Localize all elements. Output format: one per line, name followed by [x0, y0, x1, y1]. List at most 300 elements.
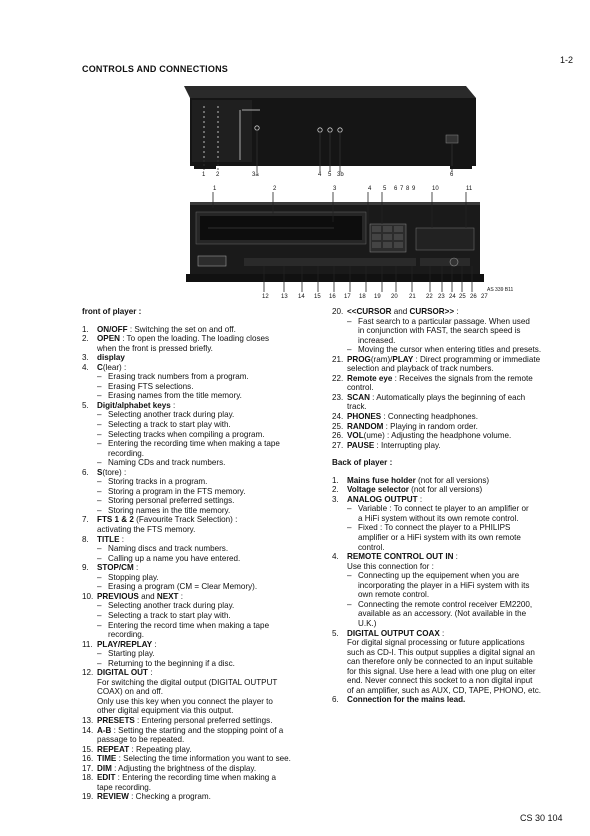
sub-item [82, 382, 326, 392]
sub-item [332, 345, 576, 355]
list-item [332, 412, 576, 422]
item-number: 5. [82, 400, 89, 410]
front-callout-4: 4 [368, 186, 372, 192]
item-term: PRESETS [97, 715, 135, 725]
sub-item [82, 544, 326, 554]
sub-item-line: Entering the recording time when making a tape [108, 439, 280, 449]
item-term: REPEAT [97, 744, 130, 754]
item-number: 2. [332, 485, 339, 495]
item-description: : To open the loading. The loading closes [119, 334, 270, 344]
front-callout-23: 23 [438, 294, 445, 300]
sub-item-text [108, 621, 326, 640]
sub-item-text [358, 523, 576, 552]
item-description: : Receives the signals from the remote [392, 373, 533, 383]
sub-item [332, 504, 576, 523]
item-description-secondary: : [454, 307, 459, 316]
sub-item-dash: – [97, 458, 102, 468]
front-callout-20: 20 [391, 294, 398, 300]
front-callout-18: 18 [359, 294, 366, 300]
item-number: 13. [82, 715, 94, 725]
sub-item-text [108, 659, 326, 669]
item-description: (ram)/ [370, 354, 393, 364]
sub-item-line: Naming discs and track numbers. [108, 544, 229, 554]
sub-item-line: Erasing FTS selections. [108, 381, 194, 391]
sub-item-text [108, 496, 326, 506]
item-term: Connection for the mains lead. [347, 695, 466, 705]
front-callout-2: 2 [273, 186, 277, 192]
sub-item-line: own remote control. [358, 590, 430, 600]
sub-item-line: Starting play. [108, 649, 155, 659]
front-items-list-continued [332, 307, 576, 450]
front-callout-24: 24 [449, 294, 456, 300]
item-term: SCAN [347, 392, 370, 402]
item-text [97, 363, 326, 373]
sub-item-line: Storing tracks in a program. [108, 477, 208, 487]
item-text [347, 441, 576, 451]
sub-item-text [108, 410, 326, 420]
item-text [97, 353, 326, 363]
item-description: (not for all versions) [415, 475, 490, 485]
page-title: CONTROLS AND CONNECTIONS [82, 64, 228, 74]
sub-item-line: in conjunction with FAST, the search speed is [358, 326, 521, 336]
item-number: 23. [332, 392, 344, 402]
sub-item-text [108, 430, 326, 440]
item-text [347, 422, 576, 432]
back-callout-6: 6 [450, 172, 454, 178]
item-number: 19. [82, 792, 94, 802]
item-text [347, 374, 576, 384]
list-item [332, 307, 576, 317]
item-description: : Entering personal preferred settings. [134, 715, 273, 725]
item-text [97, 563, 326, 573]
left-column [82, 307, 326, 802]
sub-item-dash: – [97, 620, 102, 630]
sub-item [82, 601, 326, 611]
list-item [82, 468, 326, 478]
front-callout-9: 9 [412, 186, 416, 192]
sub-item-dash: – [97, 429, 102, 439]
sub-item-dash: – [97, 505, 102, 515]
item-description: : Checking a program. [128, 792, 211, 802]
item-description: : [133, 563, 139, 573]
sub-item [82, 496, 326, 506]
sub-item-dash: – [97, 496, 102, 506]
sub-item-line: Selecting a track to start play with. [108, 420, 231, 430]
item-number: 3. [332, 494, 339, 504]
item-continuation: Only use this key when you connect the player to [97, 696, 273, 706]
item-description: : [170, 400, 176, 410]
sub-item [82, 372, 326, 382]
sub-item-text [358, 317, 576, 346]
list-item [82, 334, 326, 344]
item-continuation: selection and playback of track numbers. [347, 364, 494, 374]
sub-item [82, 410, 326, 420]
list-item [332, 422, 576, 432]
item-number: 11. [82, 639, 93, 649]
sub-item [82, 621, 326, 640]
item-number: 16. [82, 754, 94, 764]
item-description: : [439, 628, 445, 638]
list-item [82, 773, 326, 783]
item-text [347, 431, 576, 441]
item-description: : Connecting headphones. [381, 412, 478, 422]
item-number: 21. [332, 354, 344, 364]
sub-item-text [108, 554, 326, 564]
item-number: 24. [332, 412, 344, 422]
list-item [82, 726, 326, 736]
item-text [347, 629, 576, 639]
sub-item-text [108, 611, 326, 621]
item-text [97, 726, 326, 736]
item-description: : Interrupting play. [374, 440, 441, 450]
sub-item-dash: – [97, 486, 102, 496]
sub-item-line: Storing a program in the FTS memory. [108, 486, 246, 496]
item-continuation: Use this connection for : [347, 561, 434, 571]
item-description: (lear) : [102, 362, 127, 372]
list-item [332, 355, 576, 365]
list-item [82, 668, 326, 678]
item-term: REMOTE CONTROL OUT IN [347, 552, 454, 562]
front-callout-12: 12 [262, 294, 269, 300]
sub-item-line: Selecting another track during play. [108, 601, 235, 611]
front-callout-27: 27 [481, 294, 488, 300]
item-number: 3. [82, 353, 89, 363]
item-text [97, 668, 326, 678]
list-item [332, 431, 576, 441]
list-item [332, 441, 576, 451]
front-callout-7: 7 [400, 186, 404, 192]
item-continuation: such as CD-I. This output supplies a digital signal an [347, 647, 535, 657]
section-title-back: Back of player : [332, 458, 393, 468]
item-continuation: of an amplifier, such as AUX, CD, TAPE, PHONO, etc. [347, 685, 542, 695]
item-text [97, 325, 326, 335]
front-callout-13: 13 [281, 294, 288, 300]
sub-item-text [108, 439, 326, 458]
item-description: : Adjusting the brightness of the display. [111, 763, 257, 773]
item-text [347, 485, 576, 495]
item-text [97, 535, 326, 545]
sub-item-dash: – [97, 439, 102, 449]
item-term: <<CURSOR [347, 307, 392, 316]
item-description: : [453, 552, 458, 562]
back-callout-2: 2 [216, 172, 220, 178]
sub-item [332, 317, 576, 346]
list-item [82, 535, 326, 545]
item-term: S [97, 467, 103, 477]
item-number: 8. [82, 534, 89, 544]
sub-item-line: Erasing names from the title memory. [108, 391, 242, 401]
item-term: PREVIOUS [97, 591, 139, 601]
item-term: display [97, 353, 125, 363]
sub-item-text [108, 391, 326, 401]
sub-item-text [108, 458, 326, 468]
front-callout-11: 11 [466, 186, 473, 192]
sub-item-text [358, 504, 576, 523]
sub-item [82, 649, 326, 659]
item-number: 5. [332, 628, 339, 638]
item-text [347, 307, 576, 317]
sub-item [82, 477, 326, 487]
sub-item-dash: – [97, 372, 102, 382]
sub-item-line: Erasing a program (CM = Clear Memory). [108, 582, 258, 592]
sub-item [82, 506, 326, 516]
item-continuation: For switching the digital output (DIGITAL OUTPUT [97, 677, 278, 687]
sub-item [82, 611, 326, 621]
item-term: Mains fuse holder [347, 475, 416, 485]
sub-item-line: Selecting a track to start play with. [108, 610, 231, 620]
item-description-secondary: : Direct programming or immediate [413, 354, 541, 364]
sub-item [332, 571, 576, 600]
sub-item-dash: – [347, 523, 352, 533]
sub-item-dash: – [97, 381, 102, 391]
sub-item-line: Fixed : To connect the player to a PHILIPS [358, 523, 511, 533]
item-text [347, 393, 576, 403]
page-number: 1-2 [560, 55, 574, 65]
sub-item-text [358, 345, 576, 355]
item-text [347, 412, 576, 422]
sub-item-text [108, 649, 326, 659]
sub-item-line: Connecting up the equipement when you are [358, 571, 520, 581]
sub-item-text [108, 420, 326, 430]
sub-item-line: recording. [108, 448, 144, 458]
item-number: 6. [82, 467, 89, 477]
list-item [82, 754, 326, 764]
item-term: PAUSE [347, 440, 375, 450]
sub-item-line: available as an accessory. (Not available in the [358, 609, 527, 619]
list-item [332, 495, 576, 505]
sub-item [82, 659, 326, 669]
front-callout-6: 6 [394, 186, 398, 192]
sub-item-dash: – [97, 477, 102, 487]
front-of-player-illustration [184, 192, 484, 294]
sub-item-dash: – [347, 316, 352, 326]
sub-item [332, 523, 576, 552]
sub-item-dash: – [97, 658, 102, 668]
sub-item-text [108, 582, 326, 592]
sub-item-dash: – [97, 582, 102, 592]
item-description: and [391, 307, 410, 316]
item-text [97, 401, 326, 411]
item-continuation: tape recording. [97, 782, 151, 792]
item-number: 22. [332, 373, 344, 383]
item-text [97, 773, 326, 783]
sub-item [82, 391, 326, 401]
sub-item-dash: – [97, 610, 102, 620]
front-callout-25: 25 [459, 294, 466, 300]
list-item [82, 640, 326, 650]
list-item [82, 563, 326, 573]
item-continuation: passage to be repeated. [97, 735, 185, 745]
list-item [332, 485, 576, 495]
item-description: : Selecting the time information you want to see. [116, 754, 291, 764]
list-item [82, 363, 326, 373]
document-code: CS 30 104 [520, 813, 563, 823]
sub-item [82, 420, 326, 430]
sub-item-dash: – [97, 572, 102, 582]
item-term: PLAY/REPLAY [97, 639, 153, 649]
sub-item [82, 430, 326, 440]
item-description: : Switching the set on and off. [127, 324, 236, 334]
item-description: (not for all versions) [408, 485, 483, 495]
item-description: and [138, 591, 157, 601]
back-of-player-illustration [170, 80, 485, 180]
back-callout-3a: 3a [252, 172, 259, 178]
item-description: (Favourite Track Selection) : [133, 515, 238, 525]
list-item [82, 515, 326, 525]
sub-item [332, 600, 576, 629]
item-number: 26. [332, 431, 344, 441]
item-term: C [97, 362, 103, 372]
item-description: : Entering the recording time when making a [115, 773, 277, 783]
item-term-secondary: CURSOR>> [409, 307, 455, 316]
item-description: : [152, 639, 157, 649]
list-item [332, 695, 576, 705]
item-term: EDIT [97, 773, 116, 783]
item-continuation: control. [347, 383, 374, 393]
sub-item [82, 554, 326, 564]
item-continuation: other digital equipment via this output. [97, 706, 234, 716]
sub-item-line: amplifier or a HiFi system with its own remote [358, 533, 521, 543]
item-term: STOP/CM [97, 563, 134, 573]
item-term: PHONES [347, 412, 382, 422]
item-continuation: when the front is pressed briefly. [97, 343, 213, 353]
item-number: 6. [332, 695, 339, 705]
item-description-secondary: : [178, 591, 183, 601]
back-callout-4: 4 [318, 172, 322, 178]
list-item [332, 476, 576, 486]
item-term: Voltage selector [347, 485, 409, 495]
item-text [97, 334, 326, 344]
list-item [82, 325, 326, 335]
item-term: ON/OFF [97, 324, 128, 334]
sub-item [82, 458, 326, 468]
list-item [82, 745, 326, 755]
sub-item [82, 582, 326, 592]
sub-item-line: Stopping play. [108, 572, 159, 582]
front-callout-8: 8 [406, 186, 410, 192]
item-number: 10. [82, 591, 94, 601]
item-number: 1. [82, 324, 89, 334]
front-callout-1: 1 [213, 186, 217, 192]
sub-item-line: Storing personal preferred settings. [108, 496, 235, 506]
item-text [97, 515, 326, 525]
item-term: DIM [97, 763, 112, 773]
sub-item-line: increased. [358, 335, 396, 345]
sub-item-dash: – [97, 391, 102, 401]
back-callout-1: 1 [202, 172, 206, 178]
item-description: : Playing in random order. [383, 421, 478, 431]
sub-item-dash: – [97, 544, 102, 554]
section-title-front: front of player : [82, 307, 142, 316]
item-term: TITLE [97, 534, 120, 544]
item-term: VOL [347, 431, 364, 441]
front-callout-15: 15 [314, 294, 321, 300]
sub-item-text [108, 382, 326, 392]
item-continuation: For digital signal processing or future applications [347, 638, 525, 648]
sub-item-line: Selecting another track during play. [108, 410, 235, 420]
item-text [97, 592, 326, 602]
item-term: OPEN [97, 334, 120, 344]
item-term: DIGITAL OUT [97, 668, 148, 678]
sub-item-line: Fast search to a particular passage. When used [358, 316, 530, 326]
list-item [82, 792, 326, 802]
front-callout-10: 10 [432, 186, 439, 192]
front-callout-26: 26 [470, 294, 477, 300]
front-callout-5: 5 [383, 186, 387, 192]
sub-item-dash: – [97, 553, 102, 563]
sub-item-text [108, 372, 326, 382]
item-term: TIME [97, 754, 117, 764]
item-text [97, 468, 326, 478]
item-term-secondary: PLAY [392, 354, 414, 364]
sub-item-line: incorporating the player in a HiFi system with its [358, 580, 530, 590]
sub-item-line: Naming CDs and track numbers. [108, 458, 226, 468]
sub-item-text [108, 487, 326, 497]
item-term: PROG [347, 354, 371, 364]
item-description: : [417, 494, 423, 504]
front-callout-19: 19 [374, 294, 381, 300]
sub-item-text [108, 573, 326, 583]
item-description: : Repeating play. [129, 744, 192, 754]
sub-item-dash: – [97, 601, 102, 611]
item-continuation: for this signal. Use here a lead with one plug on eiter [347, 666, 536, 676]
item-continuation: can therefore only be connected to an input suitable [347, 657, 533, 667]
front-callout-16: 16 [329, 294, 336, 300]
item-text [97, 754, 326, 764]
sub-item-text [108, 544, 326, 554]
item-number: 4. [82, 362, 89, 372]
sub-item-text [358, 571, 576, 600]
item-number: 2. [82, 334, 89, 344]
sub-item-line: Connecting the remote control receiver EM2200, [358, 599, 533, 609]
front-callout-17: 17 [344, 294, 351, 300]
sub-item-line: Erasing track numbers from a program. [108, 372, 249, 382]
list-item [82, 592, 326, 602]
sub-item-dash: – [347, 345, 352, 355]
item-number: 20. [332, 307, 344, 316]
sub-item-text [108, 601, 326, 611]
list-item [82, 401, 326, 411]
item-description: (ume) : Adjusting the headphone volume. [363, 431, 512, 441]
item-number: 9. [82, 563, 89, 573]
front-callout-22: 22 [426, 294, 433, 300]
list-item [332, 374, 576, 384]
sub-item-line: Selecting tracks when compiling a program. [108, 429, 265, 439]
sub-item-line: Moving the cursor when entering titles and presets. [358, 345, 542, 355]
sub-item-dash: – [97, 649, 102, 659]
sub-item-text [108, 477, 326, 487]
sub-item-line: Calling up a name you have entered. [108, 553, 241, 563]
sub-item-line: Variable : To connect te player to an amplifier or [358, 504, 529, 514]
item-description: : [147, 668, 153, 678]
list-item [82, 353, 326, 363]
item-text [347, 355, 576, 365]
sub-item-dash: – [97, 410, 102, 420]
sub-item [82, 573, 326, 583]
item-term: Digit/alphabet keys [97, 400, 171, 410]
front-items-list [82, 325, 326, 802]
item-text [347, 476, 576, 486]
back-items-list [332, 476, 576, 705]
item-term: Remote eye [347, 373, 393, 383]
item-term: RANDOM [347, 421, 384, 431]
sub-item-dash: – [347, 571, 352, 581]
item-text [97, 640, 326, 650]
list-item [82, 716, 326, 726]
item-description: (tore) : [102, 467, 127, 477]
item-description: : Setting the starting and the stopping point of a [111, 725, 284, 735]
right-column [332, 307, 576, 705]
